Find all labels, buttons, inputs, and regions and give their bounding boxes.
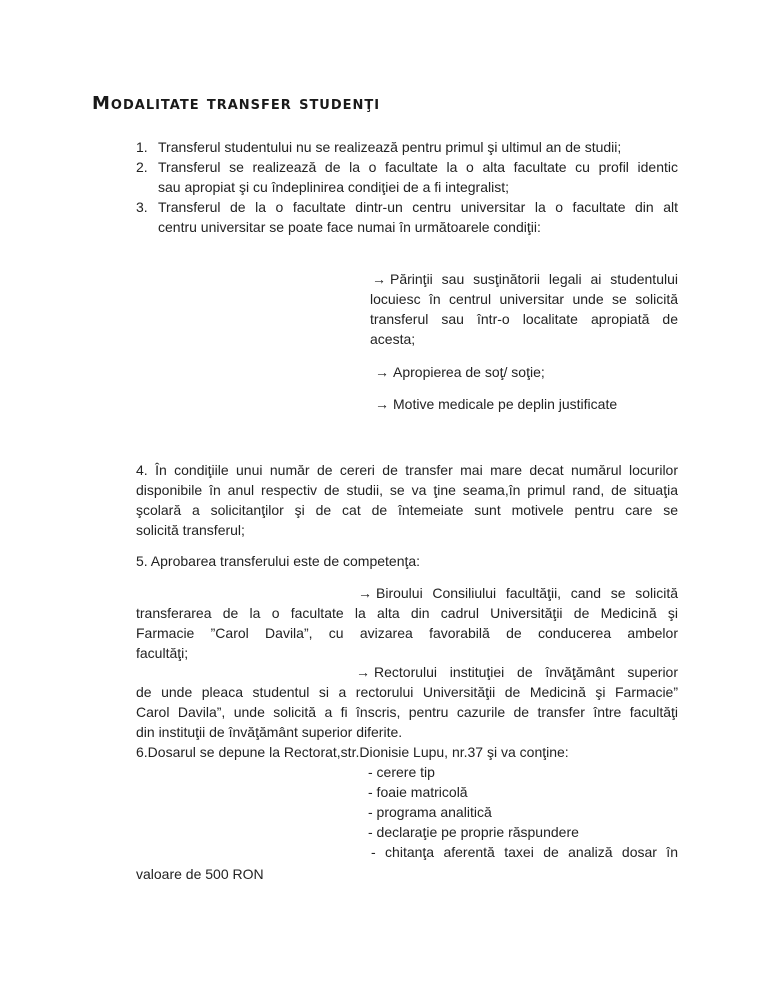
paragraph-line: Carol Davila”, unde solicită a fi înscris, pentru cazurile de transfer între facultăţi — [136, 704, 678, 720]
list-text: centru universitar se poate face numai în următoarele condiţii: — [158, 219, 541, 235]
list-number: 3. — [136, 199, 148, 215]
list-item: - cerere tip — [368, 764, 435, 780]
list-item: - programa analitică — [368, 804, 492, 820]
condition-line: → Părinţii sau susţinătorii legali ai studentului — [372, 271, 678, 287]
arrow-right-icon: → — [358, 585, 372, 601]
paragraph-line: → Rectorului instituţiei de învăţământ superior — [356, 664, 678, 680]
paragraph-line: facultăţi; — [136, 645, 189, 661]
documents-list — [368, 762, 579, 842]
list-item — [136, 197, 678, 237]
paragraph-line: → Biroului Consiliului facultăţii, cand se solicită — [358, 585, 678, 601]
list-number: 2. — [136, 159, 148, 175]
paragraph-line: de unde pleaca studentul si a rectorului Universităţii de Medicină şi Farmacie” — [136, 684, 678, 700]
list-text: sau apropiat şi cu îndeplinirea condiţiei de a fi integralist; — [158, 179, 509, 195]
paragraph-5 — [136, 551, 678, 571]
paragraph-6 — [136, 742, 678, 762]
condition-line: → Motive medicale pe deplin justificate — [375, 396, 618, 412]
condition-line: transferul sau într-o localitate apropiată de — [370, 311, 678, 327]
arrow-right-icon: → — [375, 396, 389, 412]
condition-line: → Apropierea de soţ/ soţie; — [375, 364, 545, 380]
transfer-rules-list — [136, 137, 678, 237]
list-item: - foaie matricolă — [368, 784, 468, 800]
arrow-right-icon: → — [356, 664, 370, 680]
condition-parents — [370, 269, 678, 349]
paragraph-line: şcolară a solicitanţilor şi de cat de întemeiate sunt motivele pentru care se — [136, 502, 678, 518]
list-item-continued: valoare de 500 RON — [136, 866, 264, 882]
documents-last-item — [136, 842, 678, 884]
paragraph-line: 5. Aprobarea transferului este de competenţa: — [136, 553, 421, 569]
list-item — [136, 157, 678, 197]
condition-line: acesta; — [370, 331, 416, 347]
list-text: Transferul de la o facultate dintr-un centru universitar la o facultate din alt — [158, 199, 678, 215]
paragraph-4 — [136, 460, 678, 540]
paragraph-line: din instituţii de învăţământ superior diferite. — [136, 724, 403, 740]
paragraph-5b — [136, 662, 678, 742]
condition-medical — [375, 394, 683, 414]
list-item — [136, 137, 678, 157]
condition-spouse — [375, 362, 683, 382]
list-item: - chitanţa aferentă taxei de analiză dosar în — [371, 844, 678, 860]
list-text: Transferul studentului nu se realizează pentru primul şi ultimul an de studii; — [158, 139, 622, 155]
arrow-right-icon: → — [372, 271, 386, 287]
page-title: Modalitate transfer studenţi — [92, 93, 381, 114]
condition-line: locuiesc în centrul universitar unde se solicită — [370, 291, 678, 307]
arrow-right-icon: → — [375, 364, 389, 380]
paragraph-line: transferarea de la o facultate la alta din cadrul Universităţii de Medicină şi — [136, 605, 678, 621]
list-number: 1. — [136, 139, 148, 155]
paragraph-line: 4. În condiţiile unui număr de cereri de transfer mai mare decat numărul locurilor — [136, 462, 678, 478]
list-item: - declaraţie pe proprie răspundere — [368, 824, 579, 840]
paragraph-line: 6.Dosarul se depune la Rectorat,str.Dionisie Lupu, nr.37 şi va conţine: — [136, 744, 569, 760]
paragraph-line: disponibile în anul respectiv de studii, se va ţine seama,în primul rand, de situaţia — [136, 482, 678, 498]
paragraph-5a — [136, 583, 678, 663]
paragraph-line: solicită transferul; — [136, 522, 245, 538]
paragraph-line: Farmacie ”Carol Davila”, cu avizarea favorabilă de conducerea ambelor — [136, 625, 678, 641]
list-text: Transferul se realizează de la o facultate la o alta facultate cu profil identic — [158, 159, 678, 175]
